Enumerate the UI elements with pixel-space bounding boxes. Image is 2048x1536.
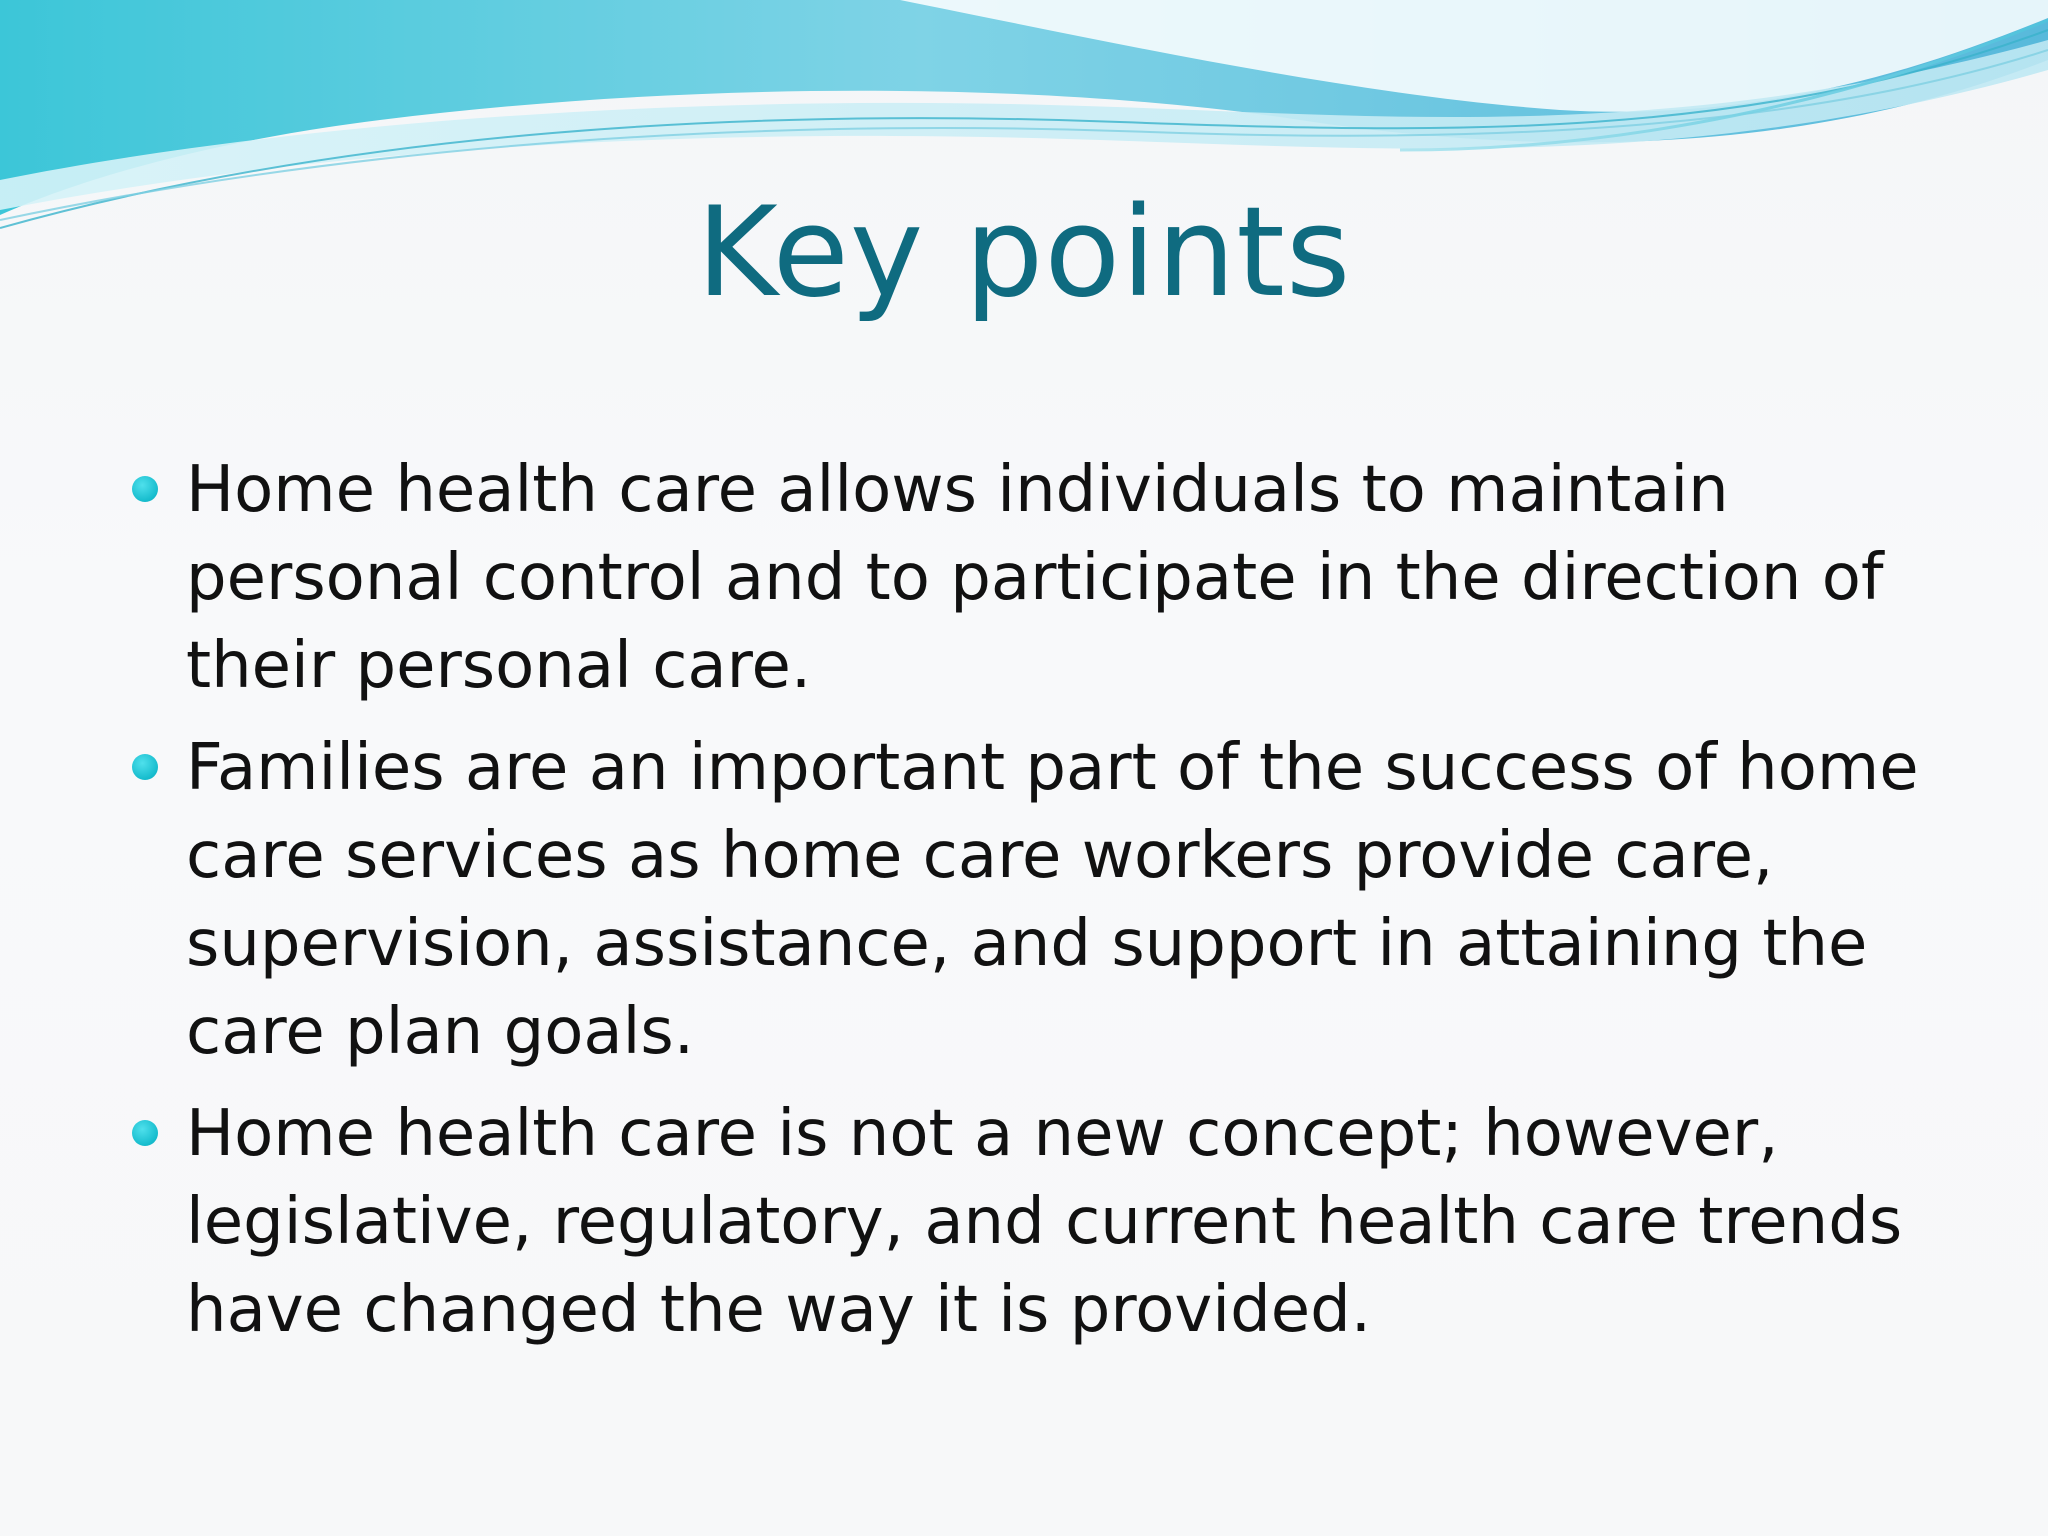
bullet-item <box>128 724 1948 1076</box>
bullet-text: Families are an important part of the success of home care services as home care workers provide care, supervision, assistance, and support in attaining the care plan goals. <box>186 731 1919 1069</box>
bullet-item <box>128 446 1948 710</box>
bullet-dot-icon <box>132 754 158 780</box>
bullet-text: Home health care allows individuals to maintain personal control and to participate in the direction of their personal care. <box>186 453 1884 703</box>
bullet-dot-icon <box>132 476 158 502</box>
bullet-list <box>128 446 1948 1368</box>
bullet-dot-icon <box>132 1120 158 1146</box>
bullet-text: Home health care is not a new concept; however, legislative, regulatory, and current health care trends have changed the way it is provided. <box>186 1097 1903 1347</box>
bullet-item <box>128 1090 1948 1354</box>
slide-title: Key points <box>696 181 1352 325</box>
